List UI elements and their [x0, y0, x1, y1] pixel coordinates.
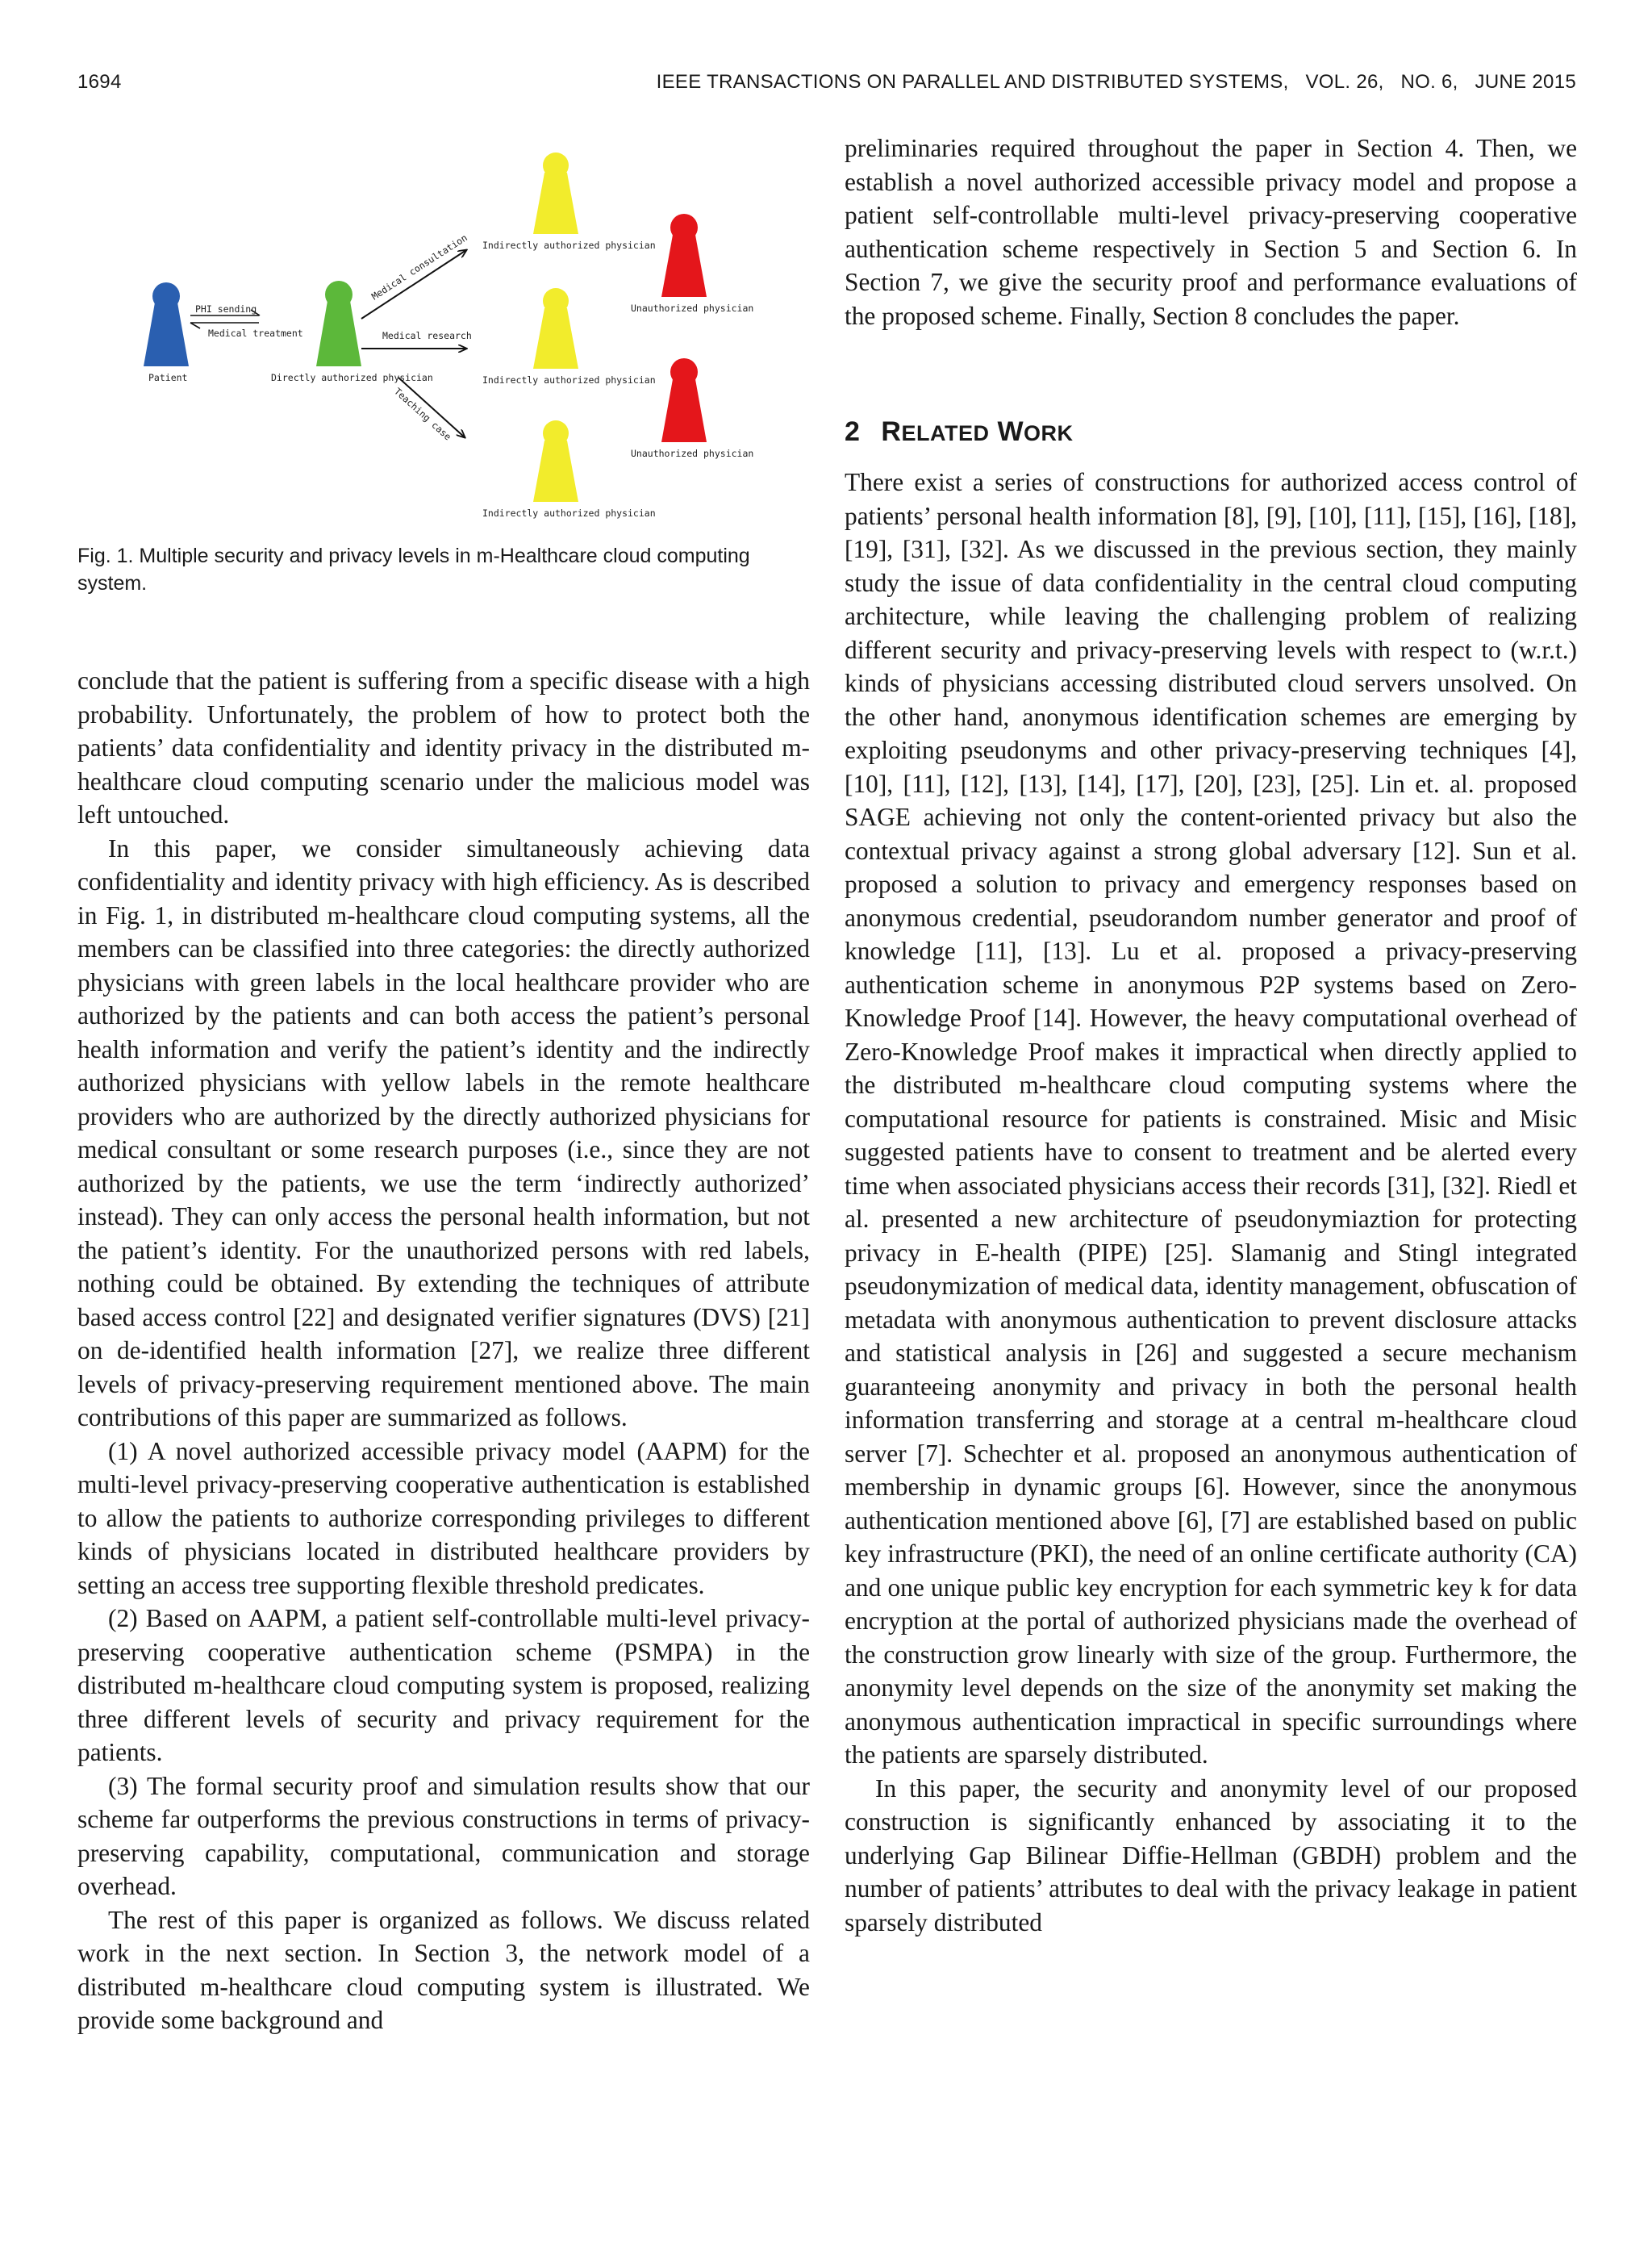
- right-column-body: [845, 466, 1577, 1939]
- direct-physician-pawn-icon: [316, 281, 361, 366]
- indirect-physician-pawn-icon: [533, 152, 578, 234]
- label-indirect-mid: Indirectly authorized physician: [482, 374, 656, 386]
- indirect-physician-pawn-icon: [533, 420, 578, 502]
- label-teaching-case: Teaching case: [391, 385, 454, 443]
- label-unauthorized-top: Unauthorized physician: [631, 303, 754, 314]
- section-title-rest: ORK: [1024, 421, 1074, 445]
- paragraph: (1) A novel authorized accessible privacy model (AAPM) for the multi-level privacy-preserving cooperative authentication is established to allow the patients to authorize corresponding privileges to different kinds of physicians located in distributed healthcare providers by setting an access tree supporting flexible threshold predicates.: [77, 1436, 810, 1599]
- running-header: IEEE TRANSACTIONS ON PARALLEL AND DISTRIBUTED SYSTEMS, VOL. 26, NO. 6, JUNE 2015: [656, 71, 1576, 93]
- label-indirect-top: Indirectly authorized physician: [482, 240, 656, 251]
- section-title-initial: R: [881, 416, 902, 447]
- section-number: 2: [845, 416, 861, 447]
- label-directly-authorized-physician: Directly authorized physician: [271, 372, 433, 383]
- patient-pawn-icon: [144, 282, 189, 366]
- paragraph: (2) Based on AAPM, a patient self-controllable multi-level privacy-preserving cooperative authentication scheme (PSMPA) in the distributed m-healthcare cloud computing system is proposed, realizing three different levels of security and privacy requirement for the patients.: [77, 1604, 810, 1766]
- label-medical-research: Medical research: [382, 330, 472, 341]
- left-column: [77, 664, 810, 2037]
- paragraph: preliminaries required throughout the paper in Section 4. Then, we establish a novel authorized accessible privacy model and propose a patient self-controllable multi-level privacy-preserving cooperative authentication scheme respectively in Section 5 and Section 6. In Section 7, we give the security proof and performance evaluations of the proposed scheme. Finally, Section 8 concludes the paper.: [845, 134, 1577, 330]
- paragraph: (3) The formal security proof and simulation results show that our scheme far outperforms the previous constructions in terms of privacy-preserving capability, computational, communication and storage overhead.: [77, 1771, 810, 1900]
- arrow-medical-consultation: [361, 250, 466, 319]
- label-patient: Patient: [148, 372, 188, 383]
- label-medical-treatment: Medical treatment: [208, 328, 303, 339]
- unauthorized-physician-pawn-icon: [661, 358, 707, 442]
- label-phi-sending: PHI sending: [195, 303, 257, 315]
- figure-1-diagram: [77, 137, 811, 541]
- figure-caption: Fig. 1. Multiple security and privacy levels in m-Healthcare cloud computing system.: [77, 545, 750, 595]
- paragraph: In this paper, the security and anonymity level of our proposed construction is significantly enhanced by associating it to the underlying Gap Bilinear Diffie-Hellman (GBDH) problem and the number of patients’ attributes to deal with the privacy leakage in patient sparsely distributed: [845, 1773, 1577, 1936]
- right-column-top: [845, 132, 1577, 332]
- label-indirect-bot: Indirectly authorized physician: [482, 508, 656, 519]
- section-title-rest: ELATED: [901, 421, 990, 445]
- indirect-physician-pawn-icon: [533, 288, 578, 369]
- label-medical-consultation: Medical consultation: [369, 232, 469, 303]
- section-title-initial: W: [997, 416, 1024, 447]
- paragraph: In this paper, we consider simultaneously achieving data confidentiality and identity privacy with high efficiency. As is described in Fig. 1, in distributed m-healthcare cloud computing systems, all the members can be classified into three categories: the directly authorized physicians with green labels in the local healthcare provider who are authorized by the patients and can both access the patient’s personal health information and verify the patient’s identity and the indirectly authorized physicians with yellow labels in the remote healthcare providers who are authorized by the directly authorized physicians for medical consultant or some research purposes (i.e., since they are not authorized by the patients, we use the term ‘indirectly authorized’ instead). They can only access the personal health information, but not the patient’s identity. For the unauthorized persons with red labels, nothing could be obtained. By extending the techniques of attribute based access control [22] and designated verifier signatures (DVS) [21] on de-identified health information [27], we realize three different levels of privacy-preserving requirement mentioned above. The main contributions of this paper are summarized as follows.: [77, 833, 810, 1431]
- section-heading-related-work: [845, 416, 1074, 448]
- label-unauthorized-bot: Unauthorized physician: [631, 448, 754, 459]
- paragraph: conclude that the patient is suffering from a specific disease with a high probability. Unfortunately, the problem of how to protect both the patients’ data confidentiality and identity privacy in the distributed m-healthcare cloud computing scenario under the malicious model was left untouched.: [77, 666, 810, 829]
- page-number: 1694: [77, 71, 122, 93]
- paragraph: The rest of this paper is organized as follows. We discuss related work in the next section. In Section 3, the network model of a distributed m-healthcare cloud computing system is illustrated. We provide some background and: [77, 1905, 810, 2034]
- paragraph: There exist a series of constructions for authorized access control of patients’ personal health information [8], [9], [10], [11], [15], [16], [18], [19], [31], [32]. As we discussed in the previous section, they mainly study the issue of data confidentiality in the central cloud computing architecture, while leaving the challenging problem of realizing different security and privacy-preserving levels with respect to (w.r.t.) kinds of physicians accessing distributed cloud servers unsolved. On the other hand, anonymous identification schemes are emerging by exploiting pseudonyms and other privacy-preserving techniques [4], [10], [11], [12], [13], [14], [17], [20], [23], [25]. Lin et. al. proposed SAGE achieving not only the content-oriented privacy but also the contextual privacy against a strong global adversary [12]. Sun et al. proposed a solution to privacy and emergency responses based on anonymous credential, pseudorandom number generator and proof of knowledge [11], [13]. Lu et al. proposed a privacy-preserving authentication scheme in anonymous P2P systems based on Zero-Knowledge Proof [14]. However, the heavy computational overhead of Zero-Knowledge Proof makes it impractical when directly applied to the distributed m-healthcare cloud computing systems where the computational resource for patients is constrained. Misic and Misic suggested patients have to consent to treatment and be alerted every time when associated physicians access their records [31], [32]. Riedl et al. presented a new architecture of pseudonymiaztion for protecting privacy in E-health (PIPE) [25]. Slamanig and Stingl integrated pseudonymization of medical data, identity management, obfuscation of metadata with anonymous authentication to prevent disclosure attacks and statistical analysis in [26] and suggested a secure mechanism guaranteeing anonymity and privacy in both the personal health information transferring and storage at a central m-healthcare cloud server [7]. Schechter et al. proposed an anonymous authentication of membership in dynamic groups [6]. However, since the anonymous authentication mentioned above [6], [7] are established based on public key infrastructure (PKI), the need of an online certificate authority (CA) and one unique public key encryption for each symmetric key k for data encryption at the portal of authorized physicians made the overhead of the construction grow linearly with size of the group. Furthermore, the anonymity level depends on the size of the anonymity set making the anonymous authentication impractical in specific surroundings where the patients are sparsely distributed.: [845, 468, 1577, 1769]
- figure-1: [77, 137, 811, 541]
- unauthorized-physician-pawn-icon: [661, 214, 707, 297]
